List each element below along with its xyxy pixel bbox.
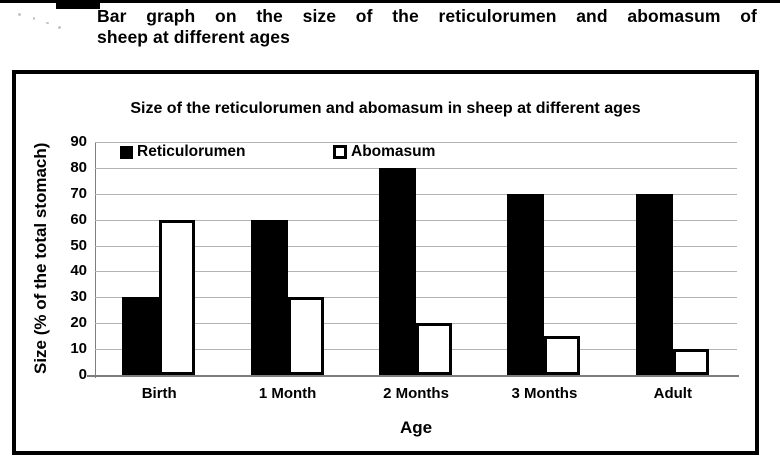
y-axis-line — [95, 142, 96, 378]
bar-reticulorumen-3 — [507, 194, 544, 375]
y-tick-label: 80 — [70, 158, 87, 176]
y-tick-label: 50 — [70, 236, 87, 254]
y-tick-label: 70 — [70, 184, 87, 202]
y-tick-label: 30 — [70, 288, 87, 306]
y-axis-title: Size (% of the total stomach) — [31, 142, 50, 375]
x-tick-label: 3 Months — [511, 385, 578, 402]
bar-reticulorumen-0 — [122, 297, 159, 375]
x-axis-title: Age — [399, 418, 433, 437]
legend-item-abomasum — [333, 143, 435, 161]
bar-reticulorumen-4 — [636, 194, 673, 375]
x-tick-label: Adult — [653, 385, 692, 402]
scan-speck — [46, 22, 49, 24]
bar-abomasum-3 — [544, 336, 580, 375]
x-tick-label: 2 Months — [383, 385, 449, 402]
y-tick-label: 10 — [70, 340, 87, 358]
y-tick-label: 60 — [70, 210, 87, 228]
y-tick-label: 0 — [78, 366, 87, 383]
gridline-0 — [87, 375, 739, 377]
chart-box — [12, 70, 759, 455]
y-tick-label: 20 — [70, 314, 87, 332]
plot-area — [70, 133, 737, 402]
scan-speck — [58, 26, 61, 29]
y-tick-label: 40 — [70, 262, 87, 280]
legend-label-abomasum: Abomasum — [351, 143, 436, 160]
bar-abomasum-0 — [159, 220, 195, 375]
legend-filled-square-icon — [120, 146, 133, 159]
scan-edge-strip — [0, 0, 780, 3]
bar-abomasum-1 — [288, 297, 324, 375]
legend-item-reticulorumen — [120, 143, 246, 161]
bar-reticulorumen-2 — [379, 168, 416, 375]
x-tick-label: Birth — [141, 385, 177, 402]
gridline-80 — [95, 168, 737, 169]
chart-title: Size of the reticulorumen and abomasum in sheep at different ages — [130, 100, 641, 117]
bar-abomasum-4 — [673, 349, 709, 375]
figure-caption — [97, 6, 757, 48]
legend-label-reticulorumen: Reticulorumen — [137, 143, 246, 160]
figure-caption-line2: sheep at different ages — [97, 27, 290, 47]
scan-speck — [18, 13, 21, 16]
scan-speck — [33, 17, 35, 20]
legend-outlined-square-icon — [333, 145, 347, 159]
figure-caption-line1: Bar graph on the size of the reticulorumen and abomasum of — [97, 6, 757, 26]
bar-reticulorumen-1 — [251, 220, 288, 375]
x-tick-label: 1 Month — [258, 385, 317, 402]
y-tick-label: 90 — [70, 133, 87, 150]
scan-artifact-blob — [56, 0, 100, 9]
bar-abomasum-2 — [416, 323, 452, 375]
